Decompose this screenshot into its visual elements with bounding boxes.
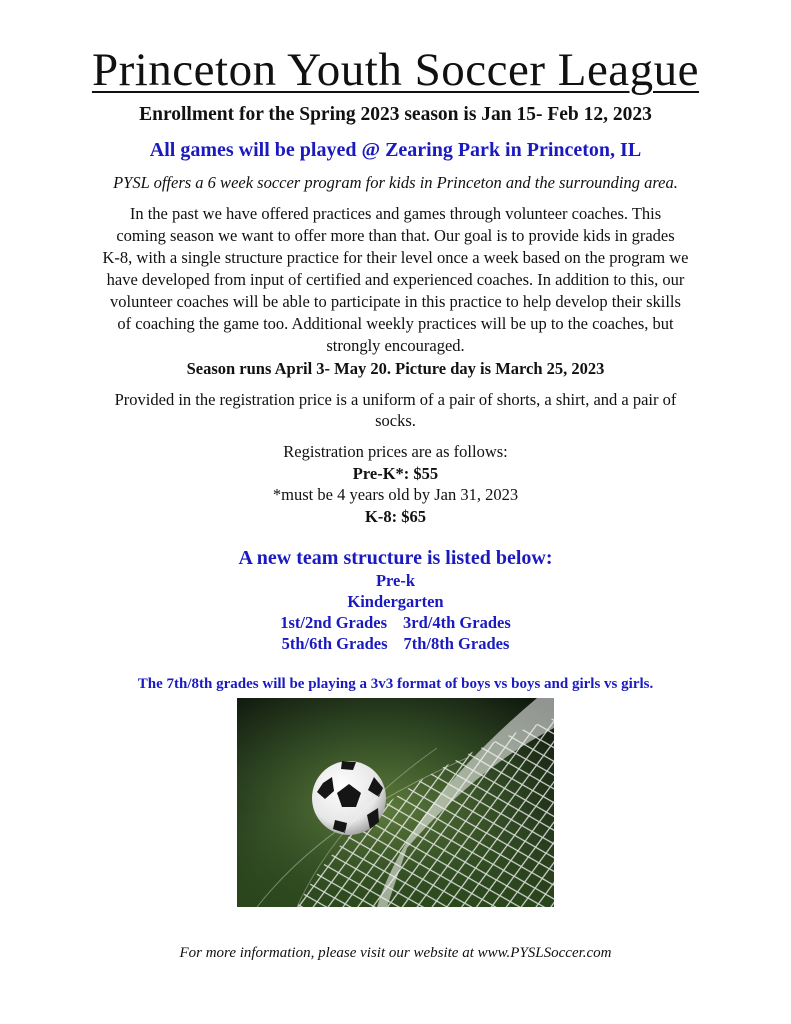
uniform-note xyxy=(54,389,737,431)
footer-website: For more information, please visit our website at www.PYSLSoccer.com xyxy=(179,945,612,961)
intro-text: PYSL offers a 6 week soccer program for kids in Princeton and the surrounding area. xyxy=(113,173,678,192)
team-prek: Pre-k xyxy=(375,571,416,590)
price-k8: K-8: $65 xyxy=(365,506,426,526)
soccer-ball-in-net-photo xyxy=(237,698,554,907)
uniform-line: socks. xyxy=(375,411,416,430)
program-description xyxy=(44,203,747,357)
uniform-line: Provided in the registration price is a uniform of a pair of shorts, a shirt, and a pair of xyxy=(114,390,677,409)
team-grades-7-8: 7th/8th Grades xyxy=(403,634,510,653)
description-line: of coaching the game too. Additional weekly practices will be up to the coaches, but xyxy=(117,314,674,333)
soccer-ball xyxy=(312,761,386,835)
description-line: have developed from input of certified and experienced coaches. In addition to this, our xyxy=(106,270,685,289)
description-line: volunteer coaches will be able to participate in this practice to help develop their skills xyxy=(110,292,681,311)
team-structure-list xyxy=(0,570,791,654)
season-dates: Season runs April 3- May 20. Picture day is March 25, 2023 xyxy=(186,359,605,378)
description-line: In the past we have offered practices and games through volunteer coaches. This xyxy=(129,204,662,223)
team-grades-3-4: 3rd/4th Grades xyxy=(403,613,511,632)
description-line: K-8, with a single structure practice for their level once a week based on the program we xyxy=(102,248,689,267)
description-line: strongly encouraged. xyxy=(326,336,465,355)
team-row xyxy=(0,612,791,633)
title-text: Princeton Youth Soccer League xyxy=(91,44,700,96)
page-title xyxy=(0,40,791,100)
enrollment-dates: Enrollment for the Spring 2023 season is Jan 15- Feb 12, 2023 xyxy=(139,104,652,125)
venue-line: All games will be played @ Zearing Park in Princeton, IL xyxy=(149,139,642,161)
team-grades-1-2: 1st/2nd Grades xyxy=(280,613,388,632)
price-prek: Pre-K*: $55 xyxy=(352,463,439,483)
team-kindergarten: Kindergarten xyxy=(347,592,444,611)
price-prek-note: *must be 4 years old by Jan 31, 2023 xyxy=(272,485,519,504)
description-line: coming season we want to offer more than that. Our goal is to provide kids in grades xyxy=(116,226,675,245)
registration-prices xyxy=(0,441,791,527)
format-note: The 7th/8th grades will be playing a 3v3 format of boys vs boys and girls vs girls. xyxy=(137,676,654,692)
team-structure-heading: A new team structure is listed below: xyxy=(238,547,553,569)
team-grades-5-6: 5th/6th Grades xyxy=(281,634,388,653)
team-row xyxy=(0,633,791,654)
prices-heading: Registration prices are as follows: xyxy=(283,442,508,461)
